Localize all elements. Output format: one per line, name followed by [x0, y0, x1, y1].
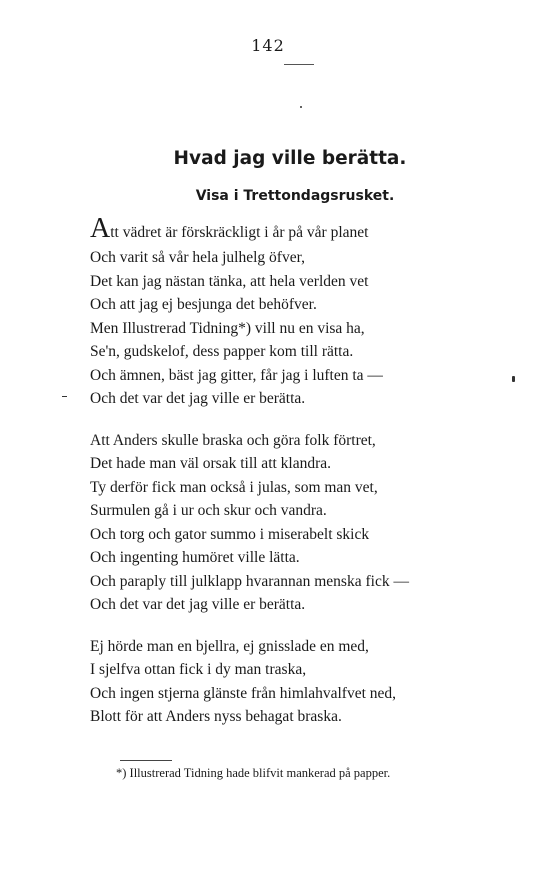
poem-line: Och det var det jag ville er berätta. — [90, 390, 306, 407]
poem-line: Och ingenting humöret ville lätta. — [90, 549, 300, 566]
page-number-rule — [284, 64, 314, 65]
poem-line: Och det var det jag ville er berätta. — [90, 596, 306, 613]
page-number: 142 — [251, 36, 285, 55]
poem-line: Blott för att Anders nyss behagat braska. — [90, 708, 342, 725]
first-line-text: tt vädret är förskräckligt i år på vår planet — [110, 224, 369, 241]
footnote-rule — [120, 760, 172, 761]
poem-line: Ty derför fick man också i julas, som man vet, — [90, 478, 378, 496]
stanza-3 — [90, 635, 450, 729]
poem-line: Och torg och gator summo i miserabelt skick — [90, 525, 370, 543]
poem-line: Det kan jag nästan tänka, att hela verlden vet — [90, 272, 369, 290]
print-speck — [512, 376, 515, 382]
poem-line: Men Illustrerad Tidning*) vill nu en visa ha, — [90, 319, 365, 337]
stanza-1 — [90, 213, 450, 411]
poem-line: Att Anders skulle braska och göra folk förtret, — [90, 431, 376, 449]
poem-line: Surmulen gå i ur och skur och vandra. — [90, 502, 327, 519]
poem-line — [90, 213, 450, 246]
poem-title: Hvad jag ville berätta. — [173, 148, 407, 169]
poem-body — [90, 213, 450, 747]
poem-line: Och varit så vår hela julhelg öfver, — [90, 249, 306, 266]
poem-line: Ej hörde man en bjellra, ej gnisslade en med, — [90, 637, 369, 655]
poem-line: Och paraply till julklapp hvarannan menska fick — — [90, 572, 409, 590]
poem-line: Och ämnen, bäst jag gitter, får jag i luften ta — — [90, 366, 383, 384]
footnote: *) Illustrerad Tidning hade blifvit mankerad på papper. — [116, 766, 391, 780]
poem-line: I sjelfva ottan fick i dy man traska, — [90, 661, 307, 678]
print-speck — [300, 106, 302, 108]
poem-line: Och ingen stjerna glänste från himlahvalfvet ned, — [90, 684, 397, 702]
stanza-2 — [90, 429, 450, 617]
poem-subtitle: Visa i Trettondagsrusket. — [195, 188, 395, 204]
poem-line: Och att jag ej besjunga det behöfver. — [90, 296, 317, 313]
poem-line: Se'n, gudskelof, dess papper kom till rätta. — [90, 343, 354, 360]
poem-line: Det hade man väl orsak till att klandra. — [90, 455, 332, 472]
print-speck — [62, 396, 67, 397]
drop-cap: A — [90, 213, 111, 244]
